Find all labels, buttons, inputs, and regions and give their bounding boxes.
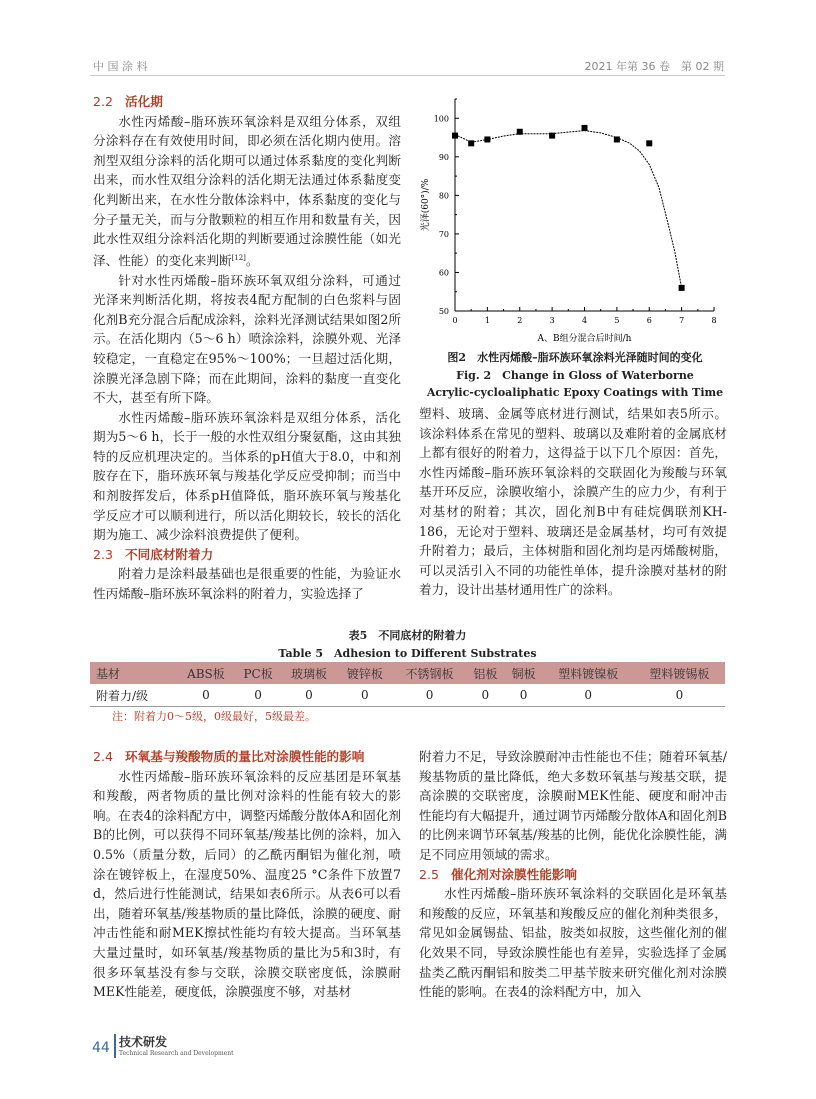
issue-info: 2021 年第 36 卷 第 02 期: [584, 60, 724, 73]
footer-section-cn: 技术研发: [119, 1035, 168, 1049]
journal-name: 中 国 涂 料: [93, 60, 148, 73]
y-tick-label: 50: [438, 307, 449, 316]
left-column-bottom: [93, 747, 401, 1002]
table-title-cn: 表5 不同底材的附着力: [348, 629, 467, 642]
section-title: 活化期: [125, 94, 163, 109]
section-heading-2-5: [419, 865, 727, 885]
paragraph: 塑料、玻璃、金属等底材进行测试，结果如表5所示。该涂料体系在常见的塑料、玻璃以及难附着的金属底材上都有很好的附着力，这得益于以下几个原因：首先，水性丙烯酸–脂环族环氧涂料的交联固化为羧酸与环氧基开环反应，涂膜收缩小，涂膜产生的应力少，有利于对基材的附着；其次，固化剂B中有硅烷偶联剂KH-186，无论对于塑料、玻璃还是金属基材，均可有效提升附着力；最后，主体树脂和固化剂均是丙烯酸树脂，可以灵活引入不同的功能性单体，提升涂膜对基材的附着力，设计出基材通用性广的涂料。: [419, 406, 727, 598]
x-tick-label: 1: [484, 316, 490, 325]
table-header-cell: 铝板: [466, 662, 504, 684]
x-axis-label: A、B组分混合后时间/h: [537, 334, 632, 344]
data-point: [614, 136, 620, 142]
data-point: [484, 136, 490, 142]
paragraph: 水性丙烯酸–脂环族环氧涂料的反应基团是环氧基和羧酸，两者物质的量比例对涂料的性能有较大的影响。在表4的涂料配方中，调整丙烯酸分散体A和固化剂B的比例，可以获得不同环氧基/羧基比例的涂料，加入0.5%（质量分数，后同）的乙酰丙酮铝为催化剂，喷涂在镀锌板上，在湿度50%、温度25 °C条件下放置7 d，然后进行性能测试，结果如表6所示。从表6可以看出，随着环氧基/羧基物质的量比降低，涂膜的硬度、耐冲击性能和耐MEK擦拭性能均有较大提高。当环氧基大量过量时，如环氧基/羧基物质的量比为5和3时，有很多环氧基没有参与交联，涂膜交联密度低，涂膜耐MEK性能差，硬度低，涂膜强度不够，对基材: [93, 768, 401, 1000]
x-tick-label: 6: [646, 316, 652, 325]
page-number: 44: [92, 1040, 110, 1056]
data-point: [517, 129, 523, 135]
section-heading-2-2: [93, 92, 401, 112]
x-tick-label: 8: [711, 316, 717, 325]
paragraph: 针对水性丙烯酸–脂环族环氧双组分涂料，可通过光泽来判断活化期，将按表4配方配制的白色浆料与固化剂B充分混合后配成涂料，涂料光泽测试结果如图2所示。在活化期内（5～6 h）喷涂涂料，涂膜外观、光泽较稳定，一直稳定在95%～100%；一旦超过活化期，涂膜光泽急剧下降；而在此期间，涂料的黏度一直变化不大，甚至有所下降。: [93, 272, 401, 406]
table-cell: 0: [466, 684, 504, 707]
footer-section-en: Technical Research and Development: [119, 1050, 234, 1057]
section-number: 2.4: [93, 749, 114, 764]
table-cell: 附着力/级: [90, 684, 177, 707]
figure-caption-cn: 图2 水性丙烯酸–脂环族环氧涂料光泽随时间的变化: [447, 351, 703, 364]
header-divider: [90, 75, 725, 76]
paragraph: 水性丙烯酸–脂环族环氧涂料的交联固化是环氧基和羧酸的反应，环氧基和羧酸反应的催化剂种类很多，常见如金属锡盐、铝盐，胺类如叔胺，这些催化剂的催化效果不同，导致涂膜性能也有差异，实验选择了金属盐类乙酰丙酮铝和胺类二甲基苄胺来研究催化剂对涂膜性能的影响。在表4的涂料配方中，加入: [419, 886, 727, 1000]
data-point: [468, 140, 474, 146]
section-heading-2-3: [93, 545, 401, 565]
table-header-cell: 不锈钢板: [393, 662, 466, 684]
table-cell: 0: [543, 684, 634, 707]
data-point: [452, 133, 458, 139]
table-cell: 0: [634, 684, 725, 707]
section-title: 环氧基与羧酸物质的量比对涂膜性能的影响: [125, 749, 365, 764]
figure-caption-en-1: Fig. 2 Change in Gloss of Waterborne: [456, 369, 694, 382]
section-number: 2.5: [419, 866, 440, 882]
x-tick-label: 7: [679, 316, 685, 325]
table-header-cell: 镀锌板: [337, 662, 393, 684]
table-cell: 0: [281, 684, 337, 707]
x-tick-label: 3: [549, 316, 555, 325]
x-tick-label: 0: [452, 316, 458, 325]
table-header-cell: 基材: [90, 662, 177, 684]
table-header-cell: 铜板: [504, 662, 542, 684]
table-header-cell: 玻璃板: [281, 662, 337, 684]
right-column-top: [419, 404, 727, 600]
right-column-bottom: [419, 747, 727, 1002]
table-note: 注：附着力0～5级，0级最好，5级最差。: [112, 710, 316, 723]
table-header-cell: 塑料镀镍板: [543, 662, 634, 684]
paragraph: 附着力是涂料最基础也是很重要的性能，为验证水性丙烯酸–脂环族环氧涂料的附着力，实验选择了: [93, 566, 401, 602]
table-header-cell: ABS板: [177, 662, 235, 684]
y-tick-label: 80: [438, 191, 449, 201]
figure-caption-en-2: Acrylic-cycloaliphatic Epoxy Coatings with Time: [426, 386, 724, 399]
section-title: 催化剂对涂膜性能影响: [451, 866, 577, 882]
y-tick-label: 100: [433, 114, 449, 124]
gloss-chart: [410, 95, 730, 350]
footer-divider: [114, 1034, 116, 1058]
x-tick-label: 4: [581, 316, 588, 325]
table-cell: 0: [393, 684, 466, 707]
data-point: [582, 125, 588, 131]
table-row: [90, 684, 725, 707]
y-tick-label: 70: [438, 229, 449, 239]
table-title-en: Table 5 Adhesion to Different Substrates: [278, 647, 537, 660]
table-header-cell: 塑料镀锡板: [634, 662, 725, 684]
y-tick-label: 90: [438, 152, 449, 162]
table-cell: 0: [504, 684, 542, 707]
section-number: 2.3: [93, 546, 114, 562]
y-axis-label: 光泽(60°)/%: [421, 178, 431, 232]
adhesion-table: [90, 662, 725, 707]
table-cell: 0: [337, 684, 393, 707]
section-heading-2-4: [93, 747, 401, 767]
table-cell: 0: [235, 684, 281, 707]
section-title: 不同底材附着力: [125, 546, 214, 562]
fit-curve: [455, 131, 682, 288]
x-tick-label: 2: [517, 316, 523, 325]
data-point: [679, 285, 685, 291]
table-cell: 0: [177, 684, 235, 707]
table-header-cell: PC板: [235, 662, 281, 684]
data-point: [549, 133, 555, 139]
data-point: [646, 140, 652, 146]
left-column-top: [93, 92, 401, 604]
table-header-row: [90, 662, 725, 684]
y-tick-label: 60: [438, 268, 449, 278]
paragraph: 附着力不足，导致涂膜耐冲击性能也不佳；随着环氧基/羧基物质的量比降低，绝大多数环氧基与羧基交联，提高涂膜的交联密度，涂膜耐MEK性能、硬度和耐冲击性能均有大幅提升，通过调节丙烯酸分散体A和固化剂B的比例来调节环氧基/羧基的比例，能优化涂膜性能，满足不同应用领域的需求。: [419, 749, 728, 862]
section-number: 2.2: [93, 94, 114, 109]
paragraph: 水性丙烯酸–脂环族环氧涂料是双组分体系，双组分涂料存在有效使用时间，即必须在活化期内使用。溶剂型双组分涂料的活化期可以通过体系黏度的变化判断出来，而水性双组分涂料的活化期无法通过体系黏度变化判断出来，在水性分散体涂料中，体系黏度的变化与分子量无关，而与分散颗粒的相互作用和数量有关，因此水性双组分涂料活化期的判断要通过涂膜性能（如光泽、性能）的变化来判断[12]。: [93, 113, 401, 268]
paragraph: 水性丙烯酸–脂环族环氧涂料是双组分体系，活化期为5～6 h，长于一般的水性双组分聚氨酯，这由其独特的反应机理决定的。当体系的pH值大于8.0，中和剂胺存在下，脂环族环氧与羧基化学反应受抑制；而当中和剂胺挥发后，体系pH值降低，脂环族环氧与羧基化学反应才可以顺利进行，所以活化期较长，较长的活化期为施工、减少涂料浪费提供了便利。: [93, 409, 401, 543]
x-tick-label: 5: [614, 316, 620, 325]
